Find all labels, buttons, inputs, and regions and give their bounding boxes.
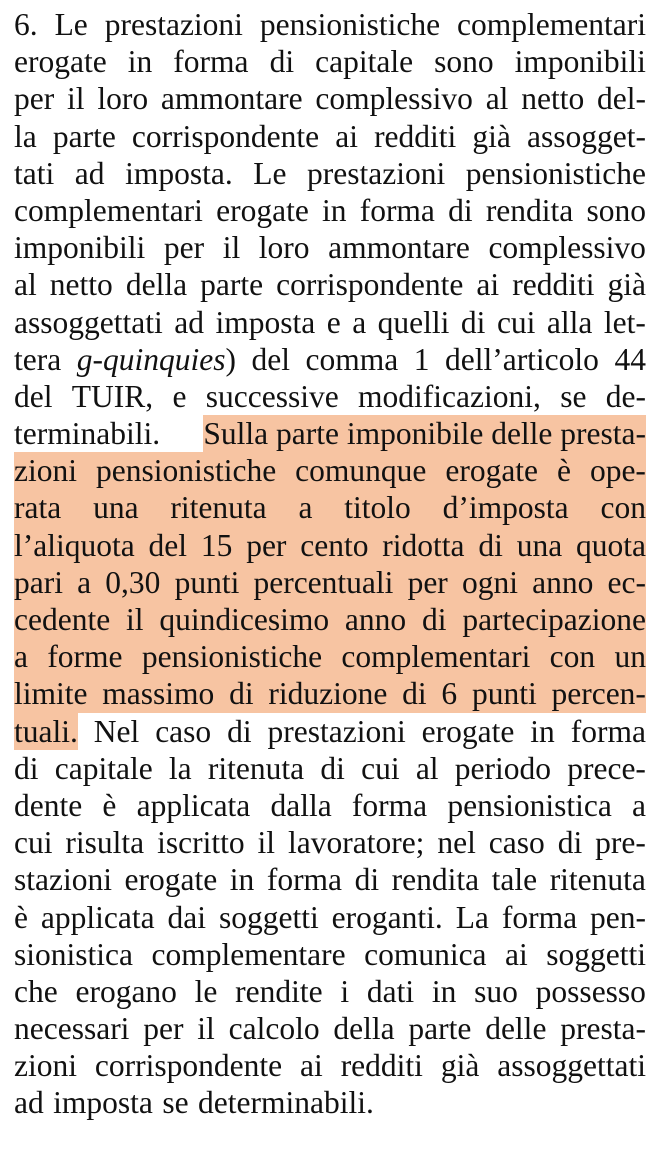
word: ogni xyxy=(461,564,518,600)
word: quota xyxy=(576,527,646,563)
text-line xyxy=(14,304,646,341)
word: complessivo xyxy=(315,81,473,117)
word: ritenuta xyxy=(207,750,305,786)
word: delle xyxy=(485,1011,547,1047)
word: quindicesimo xyxy=(159,602,330,637)
word: complementare xyxy=(151,936,346,972)
word: a xyxy=(632,787,646,823)
word: nel xyxy=(437,825,476,861)
word: ad xyxy=(174,304,204,340)
word: comunque xyxy=(295,453,427,489)
word: in xyxy=(431,973,457,1009)
text-line xyxy=(14,1047,646,1084)
word: parte xyxy=(200,267,264,303)
word: rendita xyxy=(485,192,574,228)
word: il xyxy=(222,230,241,266)
word: sionistica xyxy=(14,936,133,972)
word: partecipazione xyxy=(462,602,646,637)
highlighted-line xyxy=(14,638,646,675)
word: ammontare xyxy=(328,230,470,266)
word: di xyxy=(269,44,295,80)
word: corrispondente xyxy=(94,1048,283,1084)
word: ope- xyxy=(589,453,646,489)
word: dell’articolo xyxy=(444,341,599,377)
word: prece- xyxy=(567,750,646,786)
word: il xyxy=(126,602,144,637)
word: zioni xyxy=(14,1048,77,1084)
text-segment: tera xyxy=(14,341,62,377)
word: della xyxy=(333,1011,395,1047)
text-line xyxy=(14,899,646,936)
word: percen- xyxy=(551,676,646,712)
word: ad xyxy=(14,1085,44,1121)
word: rata xyxy=(14,490,62,526)
word: erogate xyxy=(124,862,218,898)
text-line xyxy=(14,1010,646,1047)
word: alla xyxy=(546,304,593,340)
word: è xyxy=(557,453,571,489)
highlighted-line xyxy=(14,564,646,601)
word: di xyxy=(229,676,254,712)
word: modificazioni, xyxy=(358,378,541,414)
word: in xyxy=(127,44,153,80)
word: forma xyxy=(173,44,249,80)
word: cui xyxy=(14,825,53,861)
text-line xyxy=(14,192,646,229)
word: La xyxy=(455,899,489,935)
word: risulta xyxy=(65,825,145,861)
word: del xyxy=(14,378,53,414)
word: di xyxy=(478,527,503,563)
word: assoggettati xyxy=(497,1048,646,1084)
text-line xyxy=(14,936,646,973)
word: ritenuta xyxy=(549,862,646,898)
italic-term: g-quinquies xyxy=(76,341,226,377)
word: parte xyxy=(52,118,116,154)
word: cui xyxy=(496,304,536,340)
word: tati xyxy=(14,155,55,191)
word: tale xyxy=(491,862,538,898)
word: comma xyxy=(305,341,399,377)
word: di xyxy=(421,602,447,637)
word: ai xyxy=(300,1048,323,1084)
word: massimo xyxy=(102,676,215,712)
word: pari xyxy=(14,564,63,600)
word: complementari xyxy=(341,639,531,675)
word: parte xyxy=(408,1011,472,1047)
word: punti xyxy=(471,676,537,712)
word: pensionistiche xyxy=(259,7,441,42)
word: necessari xyxy=(14,1011,130,1047)
word: capitale xyxy=(54,750,153,786)
word: calcolo xyxy=(228,1011,320,1047)
text-segment xyxy=(77,341,236,378)
word: assogget- xyxy=(527,118,646,154)
word: pensionistica xyxy=(447,787,612,823)
word: e xyxy=(326,304,341,340)
word: presta- xyxy=(560,1011,646,1047)
word: possesso xyxy=(535,973,646,1009)
word: lavoratore; xyxy=(288,825,425,861)
word: Le xyxy=(253,155,287,191)
word: i xyxy=(340,973,350,1009)
word: TUIR, xyxy=(71,378,154,414)
word: rendite xyxy=(235,973,323,1009)
text-line xyxy=(14,118,646,155)
word: con xyxy=(549,639,596,675)
word: è xyxy=(14,899,28,935)
text-line xyxy=(14,341,646,378)
word: a xyxy=(298,490,313,526)
word: una xyxy=(516,527,563,563)
word: imponibili xyxy=(514,44,646,80)
word: ridotta xyxy=(382,527,465,563)
word: già xyxy=(472,118,511,154)
word: in xyxy=(229,862,255,898)
word: al xyxy=(415,750,439,786)
word: ai xyxy=(335,118,358,154)
text-line xyxy=(14,266,646,303)
word: titolo xyxy=(344,490,411,526)
word: dati xyxy=(366,973,415,1009)
word: forme xyxy=(47,639,123,675)
word: ritenuta xyxy=(170,490,267,526)
text-line xyxy=(14,1084,646,1121)
text-line xyxy=(14,861,646,898)
text-line xyxy=(14,415,646,452)
word: è xyxy=(102,787,117,823)
word: in xyxy=(322,192,347,228)
word: pensionistiche xyxy=(141,639,323,675)
word: della xyxy=(125,267,188,303)
word: forma xyxy=(570,713,646,749)
word: il xyxy=(257,825,276,861)
word: ec- xyxy=(607,564,646,600)
word: anno xyxy=(344,602,407,637)
highlighted-line xyxy=(14,527,646,564)
word: imposta. xyxy=(125,155,233,191)
word: a xyxy=(352,304,367,340)
text-line xyxy=(14,787,646,824)
word: di xyxy=(14,750,39,786)
word: loro xyxy=(97,81,149,117)
word: pen- xyxy=(590,899,646,935)
word: erogano xyxy=(75,973,177,1009)
word: il xyxy=(67,81,85,117)
highlighted-text: Sulla parte imponibile delle presta- xyxy=(203,416,646,452)
word: complessivo xyxy=(488,230,646,266)
word: punti xyxy=(174,564,240,600)
word: erogate xyxy=(14,44,107,80)
highlighted-line xyxy=(14,489,646,526)
text-line xyxy=(14,155,646,192)
word: dai xyxy=(167,899,207,935)
word: pensionistiche xyxy=(95,453,277,489)
word: redditi xyxy=(512,267,595,303)
word: complementari xyxy=(457,7,646,42)
word: al xyxy=(14,267,37,303)
word: forma xyxy=(266,862,343,898)
text-segment: terminabili. xyxy=(14,416,161,452)
word: imposta xyxy=(53,1085,153,1121)
word: Le xyxy=(54,7,88,42)
word: caso xyxy=(155,713,212,749)
word: riduzione xyxy=(268,676,388,712)
word: eroganti. xyxy=(331,899,443,935)
word: erogate xyxy=(216,192,309,228)
word: rendita xyxy=(391,862,480,898)
word: una xyxy=(93,490,139,526)
word: erogate xyxy=(445,453,539,489)
highlighted-line xyxy=(14,452,646,489)
text-line xyxy=(14,750,646,787)
word: periodo xyxy=(454,750,552,786)
word: a xyxy=(14,639,28,675)
word: di xyxy=(227,713,252,749)
word: per xyxy=(143,1011,184,1047)
word: iscritto xyxy=(157,825,245,861)
word: 6. xyxy=(14,7,38,42)
word: ai xyxy=(476,267,500,303)
word: comunica xyxy=(364,936,487,972)
word: percentuali xyxy=(253,564,394,600)
word: 0,30 xyxy=(105,564,161,600)
word: imposta xyxy=(215,304,316,340)
word: applicata xyxy=(136,787,251,823)
word: netto xyxy=(521,81,585,117)
word: di xyxy=(320,750,345,786)
word: per xyxy=(163,230,205,266)
word: dente xyxy=(14,787,83,823)
word: d’imposta xyxy=(442,490,569,526)
document-page xyxy=(14,6,646,1122)
word: applicata xyxy=(40,899,155,935)
word: netto xyxy=(49,267,113,303)
word: 6 xyxy=(441,676,458,712)
word: se xyxy=(162,1085,189,1121)
word: pensionistiche xyxy=(465,155,646,191)
word: che xyxy=(14,973,58,1009)
word: del- xyxy=(597,81,646,117)
word: forma xyxy=(501,899,578,935)
word: il xyxy=(197,1011,215,1047)
word: stazioni xyxy=(14,862,112,898)
word: successive xyxy=(205,378,339,414)
word: redditi xyxy=(374,118,457,154)
text-segment: ) xyxy=(225,341,236,377)
text-line xyxy=(14,80,646,117)
word: 1 xyxy=(413,341,430,377)
word: con xyxy=(600,490,646,526)
word: se xyxy=(560,378,587,414)
word: forma xyxy=(351,787,428,823)
text-line xyxy=(14,713,646,750)
word: Nel xyxy=(93,713,140,749)
word: per xyxy=(14,81,55,117)
word: prestazioni xyxy=(267,713,406,749)
text-line xyxy=(14,6,646,43)
word: di xyxy=(354,862,380,898)
word: imponibili xyxy=(14,230,146,266)
text-line xyxy=(14,973,646,1010)
word: caso xyxy=(488,825,545,861)
word: complementari xyxy=(14,192,203,228)
text-line xyxy=(14,824,646,861)
word: redditi xyxy=(340,1048,423,1084)
word: già xyxy=(607,267,646,303)
text-line xyxy=(14,43,646,80)
word: anno xyxy=(532,564,594,600)
highlighted-line xyxy=(14,675,646,712)
word: la xyxy=(168,750,192,786)
word: l’aliquota xyxy=(14,527,135,563)
word: sono xyxy=(586,192,646,228)
word: la xyxy=(14,118,37,154)
word: assoggettati xyxy=(14,304,163,340)
word: cedente xyxy=(14,602,111,637)
word: de- xyxy=(605,378,646,414)
word: già xyxy=(440,1048,480,1084)
word: di xyxy=(402,676,427,712)
word: dalla xyxy=(270,787,332,823)
word: ai xyxy=(505,936,528,972)
word: del xyxy=(251,341,290,377)
word: di xyxy=(557,825,583,861)
word: al xyxy=(485,81,509,117)
word: limite xyxy=(14,676,88,712)
word: per xyxy=(246,527,287,563)
word: per xyxy=(407,564,448,600)
word: corrispondente xyxy=(276,267,464,303)
text-line xyxy=(14,229,646,266)
word: di xyxy=(460,304,486,340)
highlighted-text: tuali. xyxy=(14,713,78,749)
word: prestazioni xyxy=(104,7,243,42)
highlighted-line xyxy=(14,601,646,638)
word: del xyxy=(148,527,188,563)
word: ad xyxy=(74,155,105,191)
word: suo xyxy=(474,973,518,1009)
word: pre- xyxy=(595,825,646,861)
word: erogate xyxy=(421,713,515,749)
word: e xyxy=(172,378,187,414)
word: cento xyxy=(300,527,369,563)
word: un xyxy=(614,639,646,675)
word: a xyxy=(77,564,92,600)
word: capitale xyxy=(315,44,414,80)
text-line xyxy=(14,378,646,415)
word: zioni xyxy=(14,453,77,489)
word: le xyxy=(194,973,218,1009)
word: 15 xyxy=(200,527,233,563)
word: forma xyxy=(359,192,435,228)
word: soggetti xyxy=(218,899,319,935)
word: let- xyxy=(603,304,646,340)
word: ammontare xyxy=(160,81,303,117)
word: corrispondente xyxy=(131,118,320,154)
word: 44 xyxy=(614,341,646,377)
word: in xyxy=(530,713,555,749)
word: prestazioni xyxy=(307,155,446,191)
word: soggetti xyxy=(546,936,646,972)
word: di xyxy=(448,192,473,228)
word: sono xyxy=(434,44,494,80)
word: loro xyxy=(258,230,310,266)
word: cui xyxy=(361,750,400,786)
word: quelli xyxy=(377,304,450,340)
word: determinabili. xyxy=(198,1085,374,1121)
